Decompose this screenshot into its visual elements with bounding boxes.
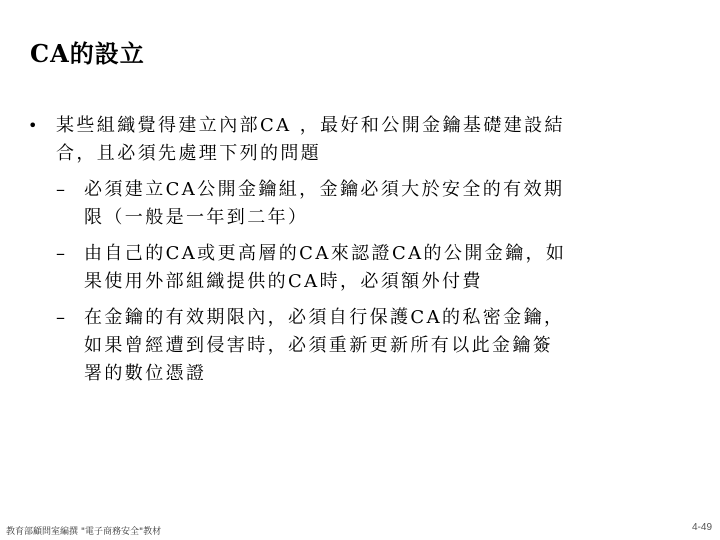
sub-item-line: 署的數位憑證 xyxy=(84,363,207,384)
sub-item-line: 限（一般是一年到二年） xyxy=(84,207,309,228)
sub-item-marker: – xyxy=(56,307,65,328)
sub-item-line: 果使用外部組織提供的CA時，必須額外付費 xyxy=(84,271,483,292)
sub-item-marker: – xyxy=(56,179,65,200)
sub-item-line: 必須建立CA公開金鑰組，金鑰必須大於安全的有效期 xyxy=(84,179,565,200)
slide-title: CA的設立 xyxy=(30,39,145,68)
sub-item-line: 如果曾經遭到侵害時，必須重新更新所有以此金鑰簽 xyxy=(84,335,554,356)
bullet-marker: • xyxy=(28,116,38,135)
sub-item-line: 由自己的CA或更高層的CA來認證CA的公開金鑰，如 xyxy=(84,243,567,264)
sub-item-line: 在金鑰的有效期限內，必須自行保護CA的私密金鑰， xyxy=(84,307,565,328)
bullet-line: 合，且必須先處理下列的問題 xyxy=(56,143,322,164)
page-number: 4-49 xyxy=(691,522,712,533)
footer-source: 教育部顧問室編撰 "電子商務安全"教材 xyxy=(6,527,162,537)
sub-item-marker: – xyxy=(56,243,65,264)
bullet-line: 某些組織覺得建立內部CA ，最好和公開金鑰基礎建設結 xyxy=(56,115,565,136)
